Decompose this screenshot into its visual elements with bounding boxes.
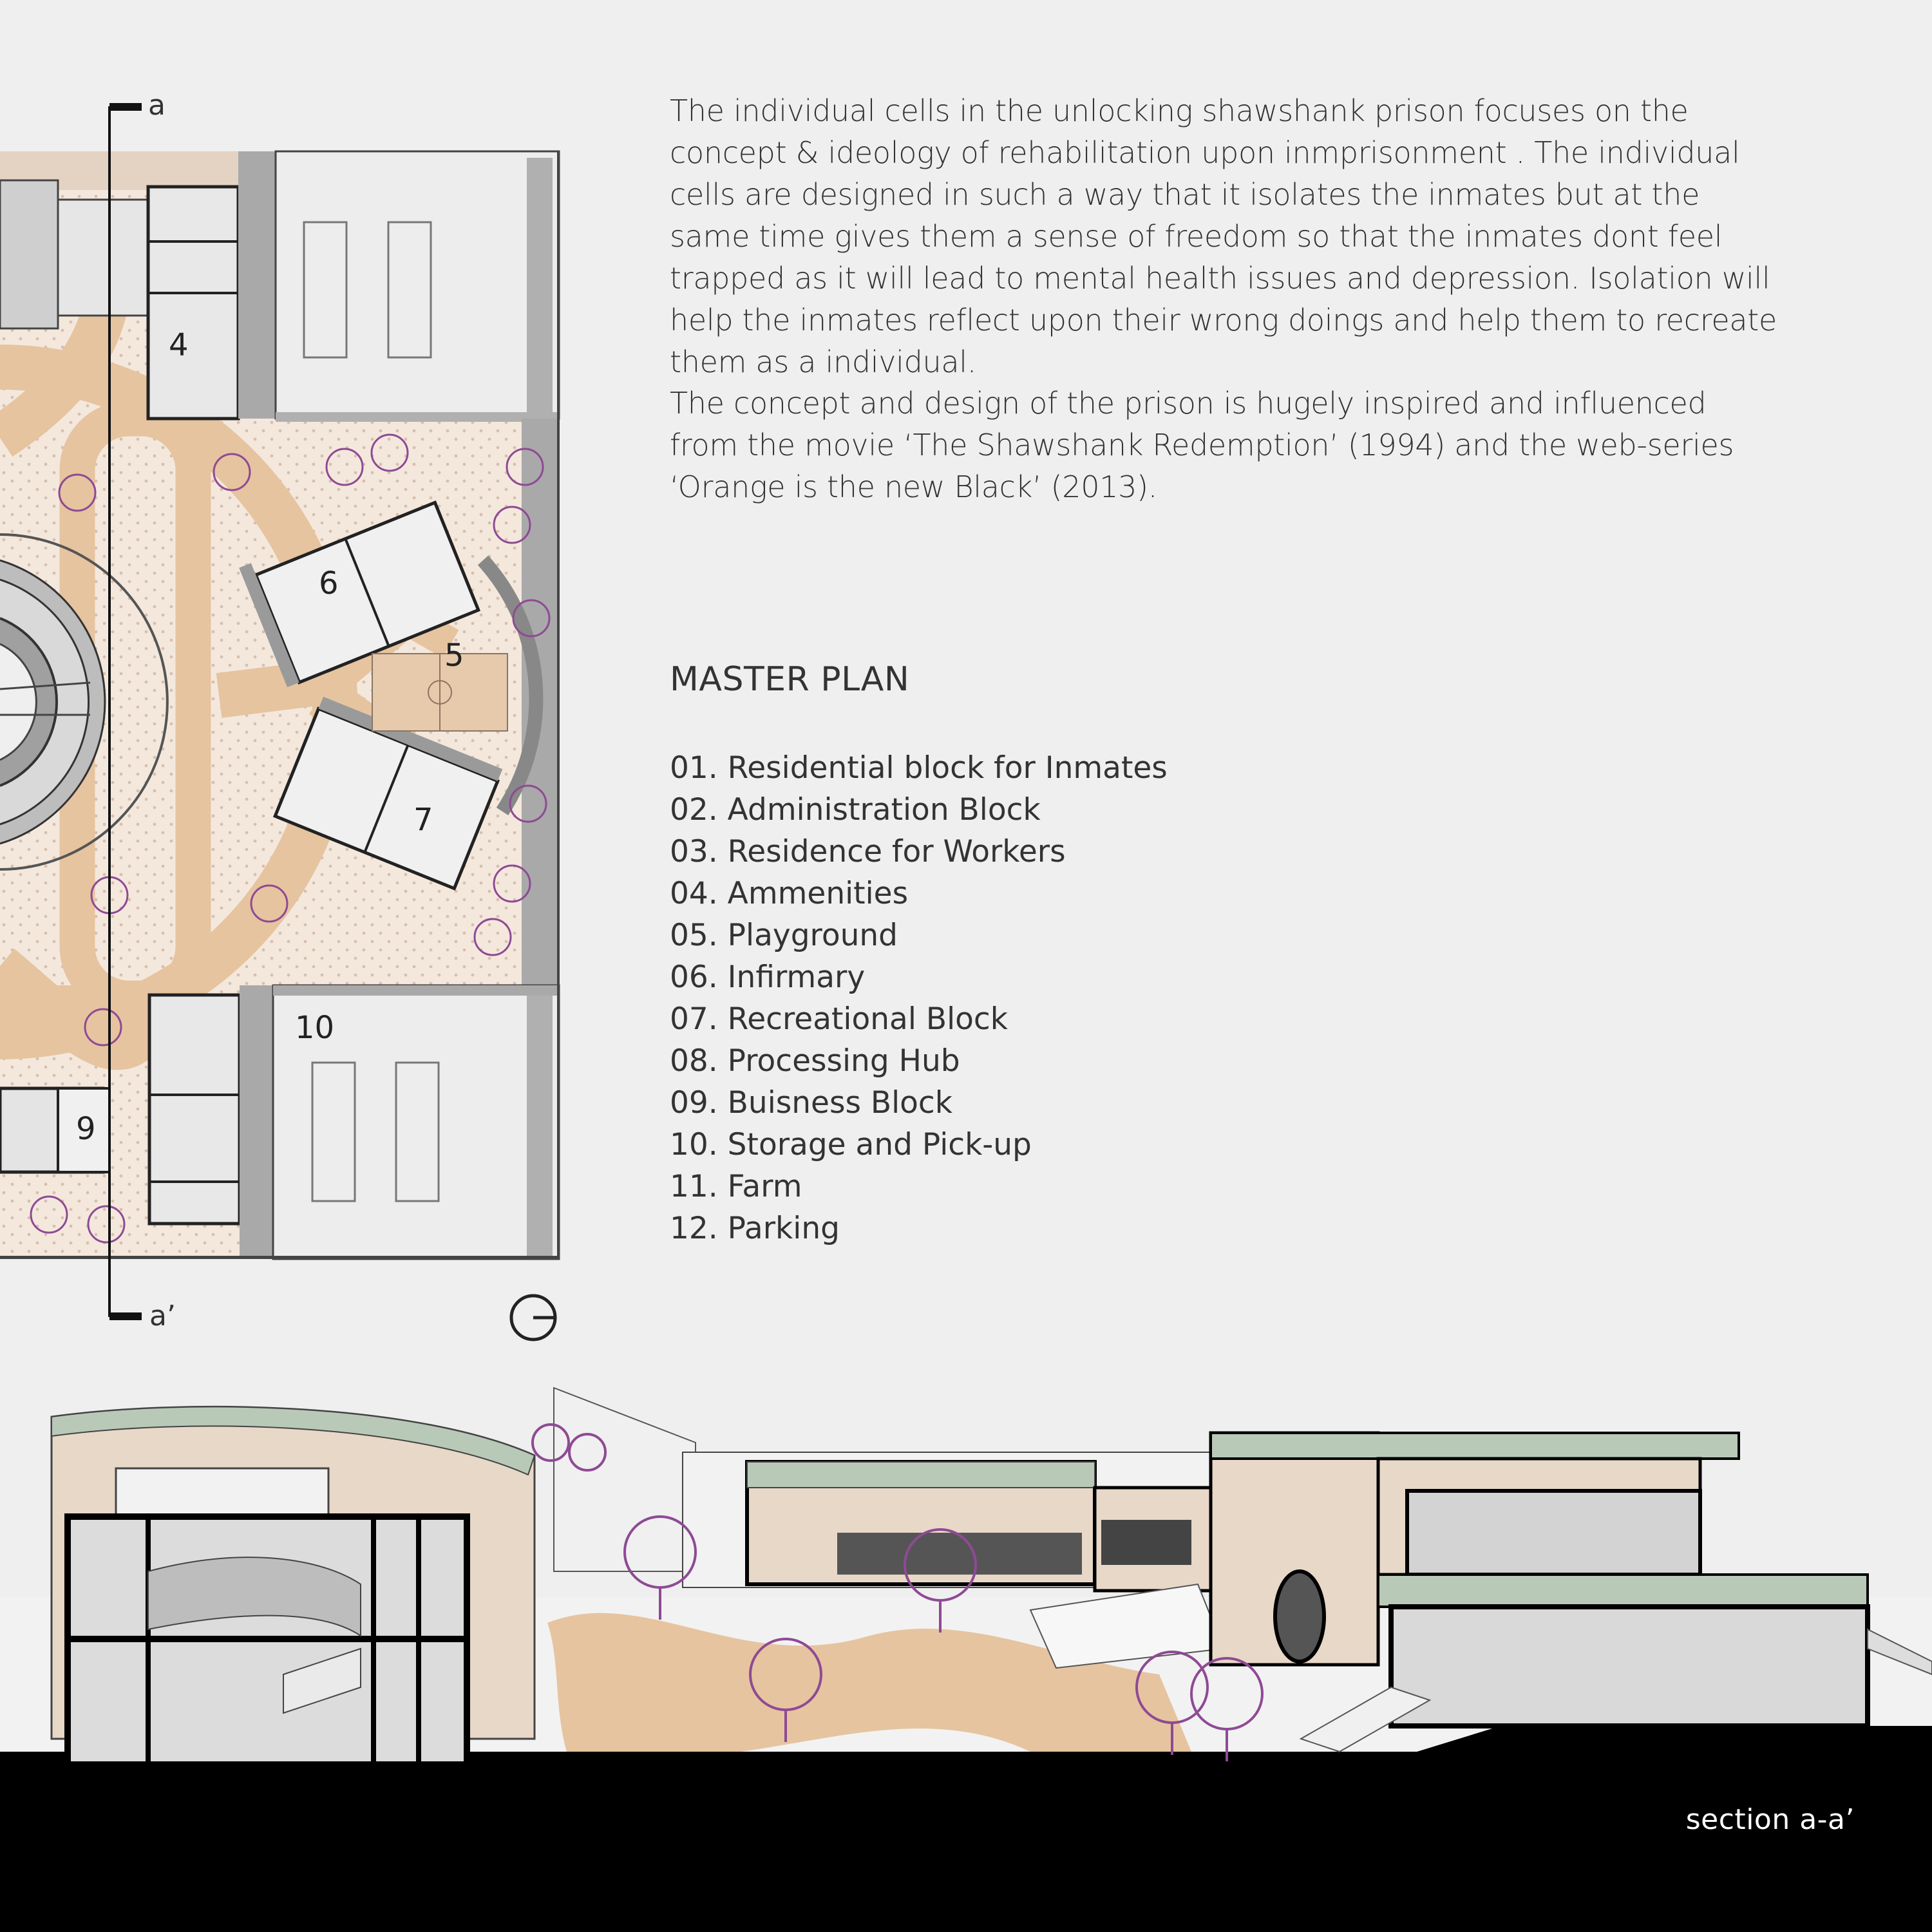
- block-6-number: 6: [319, 565, 339, 601]
- footer-band: [0, 1777, 1932, 1932]
- legend-item: 10. Storage and Pick-up: [670, 1127, 1032, 1162]
- section-marker-top: a: [148, 89, 166, 122]
- legend-item: 08. Processing Hub: [670, 1043, 960, 1079]
- section-label: section a-a’: [1685, 1803, 1855, 1836]
- top-right-storage: [276, 151, 559, 422]
- section-marker-bottom: a’: [149, 1300, 176, 1332]
- master-plan-legend: [670, 747, 1168, 1249]
- block-7-number: 7: [413, 802, 433, 838]
- description-paragraph-1: The individual cells in the unlocking shawshank prison focuses on the concept & ideology of rehabilitation upon inmprisonment . The individual cells are designed in such a way that it isolates the inmates but at the same time gives them a sense of freedom so that the inmates dont feel trapped as it will lead to mental health issues and depression. Isolation will help the inmates reflect upon their wrong doings and help them to recreate them as a individual.: [670, 93, 1777, 379]
- block-5-number: 5: [444, 638, 464, 674]
- legend-item: 01. Residential block for Inmates: [670, 750, 1168, 786]
- legend-item: 12. Parking: [670, 1211, 840, 1246]
- legend-item: 04. Ammenities: [670, 876, 909, 911]
- legend-item: 06. Infirmary: [670, 960, 866, 995]
- master-plan-heading: MASTER PLAN: [670, 660, 910, 699]
- legend-item: 07. Recreational Block: [670, 1001, 1008, 1037]
- playground-court: [372, 654, 507, 731]
- description-paragraph-2: The concept and design of the prison is hugely inspired and influenced from the movie ‘The Shawshank Redemption’ (1994) and the web-series ‘Orange is the new Black’ (2013).: [670, 386, 1734, 504]
- section-drawing: [0, 1388, 1932, 1777]
- legend-item: 11. Farm: [670, 1169, 802, 1204]
- legend-item: 03. Residence for Workers: [670, 834, 1066, 869]
- block-9-number: 9: [76, 1111, 96, 1147]
- legend-item: 09. Buisness Block: [670, 1085, 952, 1121]
- legend-item: 02. Administration Block: [670, 792, 1041, 828]
- block-4-number: 4: [169, 327, 189, 363]
- block-10-number: 10: [295, 1010, 335, 1046]
- north-arrow-icon: [511, 1296, 555, 1340]
- legend-item: 05. Playground: [670, 918, 898, 953]
